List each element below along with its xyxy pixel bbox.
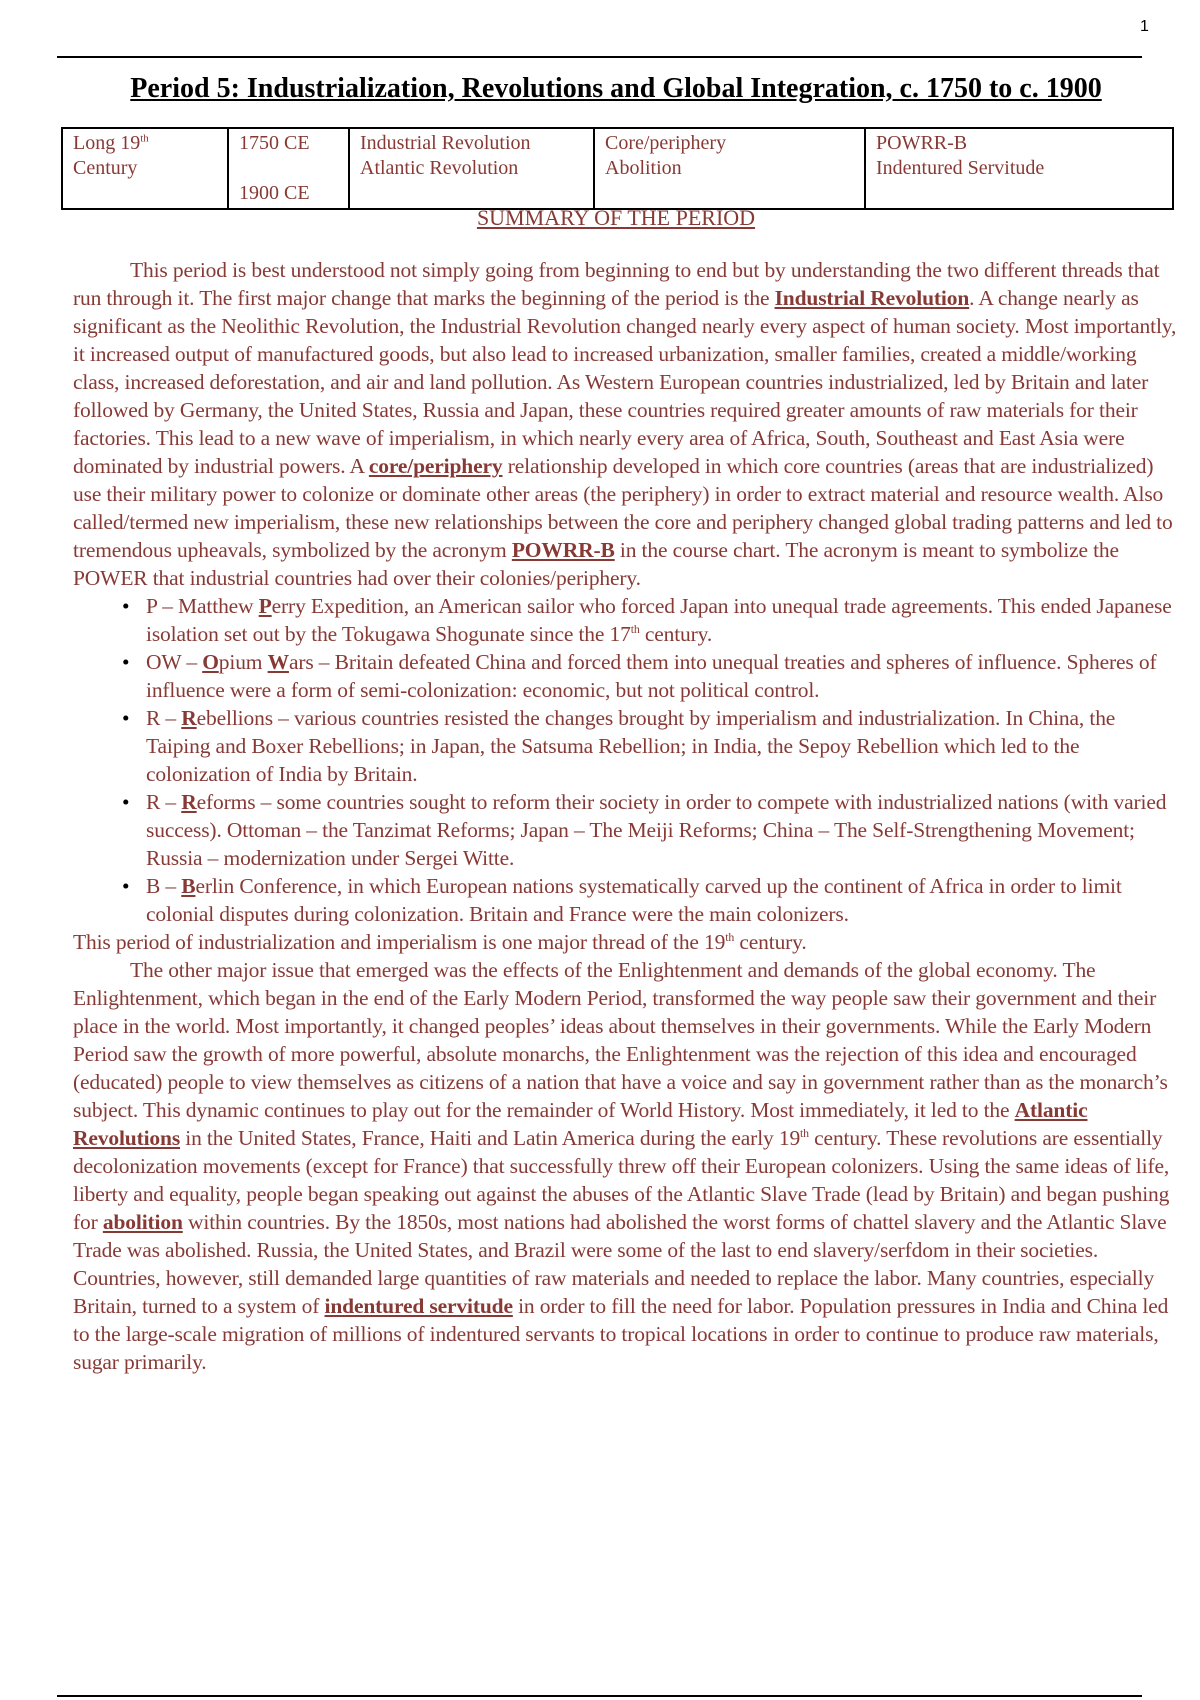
bullet-text: R – <box>146 706 182 730</box>
paragraph-text: in order to fill the need for labor. Population pressures in India and China led to the large-scale migration of millions of indentured servants to tropical locations in order to continue to produce raw materials, sugar primarily. <box>73 1294 1169 1374</box>
bullet-text: pium <box>218 650 268 674</box>
bullet-text: R – <box>146 790 182 814</box>
bullet-text: erlin Conference, in which European nations systematically carved up the continent of Africa in order to limit colonial disputes during colonization. Britain and France were the main colonizers. <box>146 874 1122 926</box>
era-cell <box>62 128 228 209</box>
acronym-letter: P <box>258 594 272 618</box>
paragraph-text: relationship developed in which core countries (areas that are industrialized) use their military power to colonize or dominate other areas (the periphery) in order to extract material and resource wealth. Also called/termed new imperialism, these new relationships between the core and periphery changed global trading patterns and led to tremendous upheavals, symbolized by the acronym <box>73 454 1173 562</box>
list-item-opium-wars <box>146 648 1181 704</box>
superscript: th <box>725 929 735 944</box>
bullet-text: erry Expedition, an American sailor who forced Japan into unequal trade agreements. This ended Japanese isolation set out by the Tokugawa Shogunate since the 17 <box>146 594 1172 646</box>
paragraph-text: This period of industrialization and imperialism is one major thread of the 19 <box>73 930 726 954</box>
concepts-cell-3 <box>865 128 1173 209</box>
paragraph-thread-summary <box>73 928 1181 956</box>
summary-body <box>73 256 1181 1376</box>
acronym-letter: W <box>267 650 289 674</box>
concept-core-periphery: Core/periphery <box>605 132 727 154</box>
acronym-letter: R <box>181 706 197 730</box>
paragraph-industrialization <box>73 256 1181 592</box>
start-date: 1750 CE <box>239 132 310 154</box>
paragraph-text: in the course chart. The acronym is meant to symbolize the POWER that industrial countries had over their colonies/periphery. <box>73 538 1119 590</box>
summary-heading: SUMMARY OF THE PERIOD <box>476 205 756 230</box>
paragraph-text: within countries. By the 1850s, most nations had abolished the worst forms of chattel slavery and the Atlantic Slave Trade was abolished. Russia, the United States, and Brazil were some of the last to end slavery/serfdom in their societies. Countries, however, still demanded large quantities of raw materials and needed to replace the labor. Many countries, especially Britain, turned to a system of <box>73 1210 1167 1318</box>
bullet-text: OW – <box>146 650 203 674</box>
paragraph-text: . A change nearly as significant as the Neolithic Revolution, the Industrial Revolution changed nearly every aspect of human society. Most importantly, it increased output of manufactured goods, but also lead to increased urbanization, smaller families, created a middle/working class, increased deforestation, and air and land pollution. As Western European countries industrialized, led by Britain and later followed by Germany, the United States, Russia and Japan, these countries required greater amounts of raw materials for their factories. This lead to a new wave of imperialism, in which nearly every area of Africa, South, Southeast and East Asia were dominated by industrial powers. A <box>73 286 1177 478</box>
acronym-letter: B <box>181 874 196 898</box>
paragraph-text: century. These revolutions are essentially decolonization movements (except for France) that successfully threw off their European colonizers. Using the same ideas of life, liberty and equality, people began speaking out against the abuses of the Atlantic Slave Trade (lead by Britain) and began pushing for <box>73 1126 1170 1234</box>
powrr-b-list <box>73 592 1181 928</box>
bullet-text: P – Matthew <box>146 594 259 618</box>
concept-atlantic-revolution: Atlantic Revolution <box>360 157 519 179</box>
list-item-berlin-conference <box>146 872 1181 928</box>
keyword-core-periphery: core/periphery <box>368 454 503 478</box>
superscript: th <box>630 621 640 636</box>
concepts-cell-1 <box>349 128 594 209</box>
concept-powrr-b: POWRR-B <box>876 132 968 154</box>
footer-rule <box>57 1695 1142 1697</box>
paragraph-enlightenment <box>73 956 1181 1376</box>
acronym-letter: R <box>181 790 197 814</box>
era-line2: Century <box>73 157 138 179</box>
concept-industrial-revolution: Industrial Revolution <box>360 132 531 154</box>
keyword-industrial-revolution: Industrial Revolution <box>774 286 970 310</box>
era-line1: Long 19 <box>73 132 141 154</box>
period-summary-table <box>61 127 1174 210</box>
list-item-rebellions <box>146 704 1181 788</box>
header-rule <box>57 56 1142 58</box>
keyword-abolition: abolition <box>102 1210 183 1234</box>
concept-indentured-servitude: Indentured Servitude <box>876 157 1045 179</box>
bullet-text: ars – Britain defeated China and forced them into unequal treaties and spheres of influence. Spheres of influence were a form of semi-colonization: economic, but not political control. <box>146 650 1157 702</box>
concept-abolition: Abolition <box>605 157 682 179</box>
bullet-text: ebellions – various countries resisted the changes brought by imperialism and industrialization. In China, the Taiping and Boxer Rebellions; in Japan, the Satsuma Rebellion; in India, the Sepoy Rebellion which led to the colonization of India by Britain. <box>146 706 1116 786</box>
keyword-powrr-b: POWRR-B <box>511 538 615 562</box>
superscript: th <box>800 1125 809 1140</box>
list-item-perry <box>146 592 1181 648</box>
page-number: 1 <box>1140 18 1149 35</box>
bullet-text: B – <box>146 874 182 898</box>
keyword-atlantic-revolutions: Atlantic Revolutions <box>73 1098 1088 1150</box>
paragraph-text: The other major issue that emerged was the effects of the Enlightenment and demands of the global economy. The Enlightenment, which began in the end of the Early Modern Period, transformed the way people saw their government and their place in the world. Most importantly, it changed peoples’ ideas about themselves in their governments. While the Early Modern Period saw the growth of more powerful, absolute monarchs, the Enlightenment was the rejection of this idea and encouraged (educated) people to view themselves as citizens of a nation that have a voice and say in government rather than as the monarch’s subject. This dynamic continues to play out for the remainder of World History. Most immediately, it led to the <box>73 958 1168 1122</box>
acronym-letter: O <box>202 650 219 674</box>
bullet-text: eforms – some countries sought to reform their society in order to compete with industrialized nations (with varied success). Ottoman – the Tanzimat Reforms; Japan – The Meiji Reforms; China – The Self-Strengthening Movement; Russia – modernization under Sergei Witte. <box>146 790 1167 870</box>
paragraph-text: in the United States, France, Haiti and Latin America during the early 19 <box>180 1126 801 1150</box>
page-title: Period 5: Industrialization, Revolutions and Global Integration, c. 1750 to c. 1900 <box>130 73 1102 104</box>
list-item-reforms <box>146 788 1181 872</box>
paragraph-text: This period is best understood not simply going from beginning to end but by understanding the two different threads that run through it. The first major change that marks the beginning of the period is the <box>73 258 1160 310</box>
dates-cell <box>228 128 349 209</box>
keyword-indentured-servitude: indentured servitude <box>324 1294 513 1318</box>
bullet-text: century. <box>639 622 713 646</box>
concepts-cell-2 <box>594 128 865 209</box>
end-date: 1900 CE <box>239 182 310 204</box>
paragraph-text: century. <box>734 930 807 954</box>
era-superscript: th <box>140 132 149 145</box>
